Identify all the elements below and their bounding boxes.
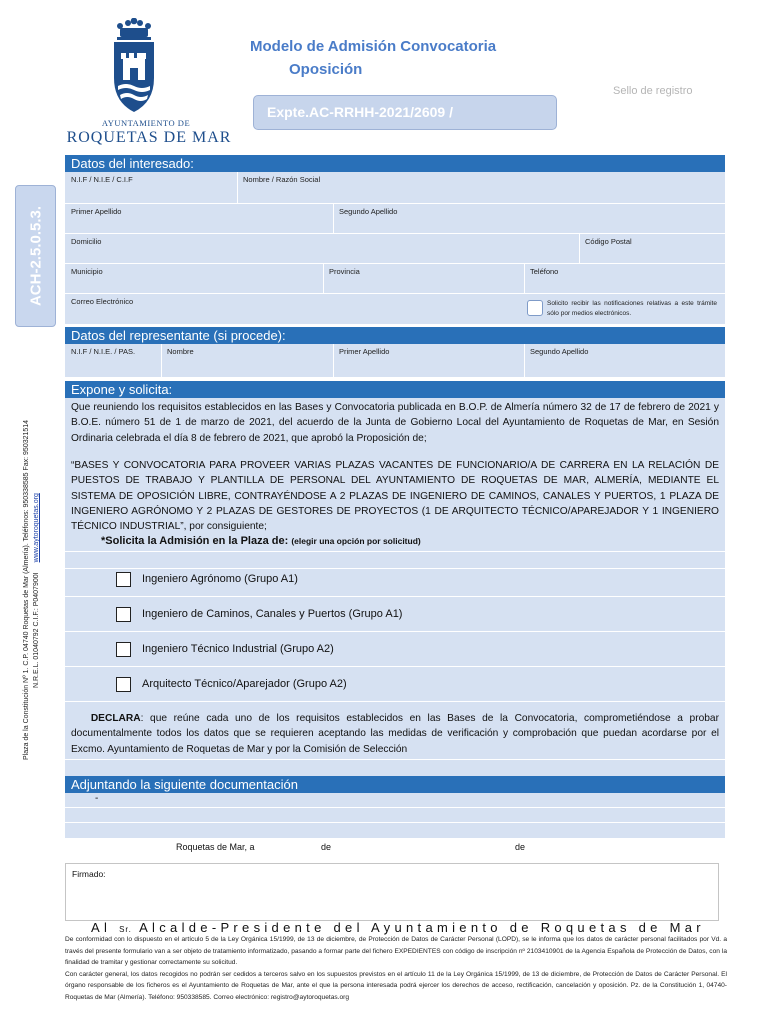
interesado-row-4 <box>65 264 725 294</box>
interesado-row-3 <box>65 234 725 264</box>
nombre-label: Nombre / Razón Social <box>243 175 321 184</box>
cp-label: Código Postal <box>585 237 632 246</box>
logo-text-line1: AYUNTAMIENTO DE <box>101 118 191 128</box>
expone-body <box>65 398 725 778</box>
side-ids-text: N.R.E.L. 01040792 C.I.F.: P0407900I <box>33 572 40 688</box>
section-heading-expone: Expone y solicita: <box>65 381 725 398</box>
date-de-1: de <box>321 842 332 852</box>
solicita-note: (elegir una opción por solicitud) <box>291 536 421 546</box>
adjuntando-body[interactable] <box>65 793 725 838</box>
coat-of-arms-icon <box>108 18 160 116</box>
expone-paragraph-2: “BASES Y CONVOCATORIA PARA PROVEER VARIAS PLAZAS VACANTES DE FUNCIONARIO/A DE CARRERA EN LA RELACIÓN DE PUESTOS DE TRABAJO Y PLANTILLA DE PERSONAL DEL AYUNTAMIENTO DE ROQUETAS DE MAR, ALMERÍA, MEDIANTE EL SISTEMA DE OPOSICIÓN LIBRE, CONTRAYÉNDOSE A 2 PLAZAS DE INGENIERO DE CAMINOS, CANALES Y PUERTOS, 1 PLAZA DE INGENIERO AGRÓNOMO Y 2 PLAZAS DE GESTORES DE PROYECTOS (1 DE ARQUITECTO TÉCNICO/APAREJADOR Y 1 INGENIERO TÉCNICO INDUSTRIAL”, por consiguiente; <box>71 460 719 533</box>
provincia-label: Provincia <box>329 267 360 276</box>
rep-apellido1-label: Primer Apellido <box>339 347 390 356</box>
declara-text: : que reúne cada uno de los requisitos establecidos en las Bases de la Convocatoria, comprometiéndose a probar documentalmente todos los datos que se requieren aceptando las medidas de verificación y comprobación que puedan acordarse por el Excmo. Ayuntamiento de Roquetas de Mar y por la Comisión de Selección <box>71 713 719 755</box>
legal-notice <box>65 934 727 1003</box>
notificaciones-checkbox[interactable] <box>527 300 543 316</box>
interesado-row-1 <box>65 172 725 204</box>
interesado-row-5 <box>65 294 725 325</box>
rep-nif-label: N.I.F / N.I.E. / PAS. <box>71 347 136 356</box>
document-code-box <box>15 185 56 327</box>
declara-paragraph <box>71 711 719 757</box>
nif-label: N.I.F / N.I.E / C.I.F <box>71 175 133 184</box>
expediente-field[interactable]: Expte.AC-RRHH-2021/2609 / <box>253 95 557 130</box>
website-link[interactable]: www.aytoroquetas.org <box>33 493 40 563</box>
telefono-label: Teléfono <box>530 267 559 276</box>
option-label: Ingeniero Técnico Industrial (Grupo A2) <box>142 643 334 655</box>
place-label: Roquetas de Mar, a <box>176 842 255 852</box>
option-checkbox[interactable] <box>116 607 131 622</box>
section-heading-adjuntando: Adjuntando la siguiente documentación <box>65 776 725 793</box>
option-checkbox[interactable] <box>116 677 131 692</box>
solicita-heading <box>101 535 421 547</box>
registry-stamp-label: Sello de registro <box>613 85 693 97</box>
section-heading-interesado: Datos del interesado: <box>65 155 725 172</box>
option-checkbox[interactable] <box>116 642 131 657</box>
municipio-label: Municipio <box>71 267 103 276</box>
addressee-al: Al <box>91 920 112 935</box>
firmado-label: Firmado: <box>72 869 106 879</box>
apellido1-label: Primer Apellido <box>71 207 122 216</box>
rep-apellido2-label: Segundo Apellido <box>530 347 589 356</box>
addressee-text: Alcalde-Presidente del Ayuntamiento de Roquetas de Mar <box>139 920 705 935</box>
declara-label: DECLARA <box>90 713 141 724</box>
domicilio-label: Domicilio <box>71 237 102 246</box>
document-list-item: - <box>95 793 99 804</box>
option-label: Arquitecto Técnico/Aparejador (Grupo A2) <box>142 678 347 690</box>
correo-label: Correo Electrónico <box>71 297 134 306</box>
interesado-row-2 <box>65 204 725 234</box>
logo-text-line2: ROQUETAS DE MAR <box>66 129 232 146</box>
form-title-line1: Modelo de Admisión Convocatoria <box>250 38 497 55</box>
option-label: Ingeniero Agrónomo (Grupo A1) <box>142 573 298 585</box>
side-ids <box>33 493 40 688</box>
legal-paragraph-2: Con carácter general, los datos recogidos no podrán ser cedidos a terceros salvo en los supuestos previstos en el artículo 11 de la Ley Orgánica 15/1999, de 13 de diciembre, de Protección de Datos de Carácter Personal. El órgano responsable de los ficheros es el Ayuntamiento de Roquetas de Mar, ante el que la persona interesada podrá ejercer los derechos de acceso, rectificación, cancelación y oposición. Pz. de la Constitución 1, 04740-Roquetas de Mar (Almería). Teléfono: 950338585. Correo electrónico: registro@aytoroquetas.org <box>65 970 727 1001</box>
addressee-sr: Sr. <box>119 925 132 934</box>
signature-box[interactable] <box>65 863 719 921</box>
option-label: Ingeniero de Caminos, Canales y Puertos (Grupo A1) <box>142 608 403 620</box>
expone-paragraph-1: Que reuniendo los requisitos establecidos en las Bases y Convocatoria publicada en B.O.P. de Almería número 32 de 17 de febrero de 2021 y B.O.E. número 51 de 1 de marzo de 2021, del acuerdo de la Junta de Gobierno Local del Ayuntamiento de Roquetas de Mar, en Sesión Ordinaria celebrada el día 8 de febrero de 2021, que aprobó la Proposición de; <box>71 402 719 444</box>
solicita-text: *Solicita la Admisión en la Plaza de: <box>101 535 289 547</box>
apellido2-label: Segundo Apellido <box>339 207 398 216</box>
document-code: ACH-2.5.0.5.3. <box>27 205 44 307</box>
legal-paragraph-1: De conformidad con lo dispuesto en el artículo 5 de la Ley Orgánica 15/1999, de 13 de diciembre, de Protección de Datos de Carácter Personal (LOPD), se le informa que los datos de carácter personal facilitados por Vd. a través del presente formulario van a ser objeto de tratamiento informatizado, pasando a formar parte del fichero EXPEDIENTES con código de inscripción nº 2103410901 de la Agencia Española de Protección de Datos, con la finalidad de tramitar y gestionar correctamente su solicitud. <box>65 936 727 966</box>
date-de-2: de <box>515 842 526 852</box>
municipal-logo <box>60 18 235 148</box>
option-checkbox[interactable] <box>116 572 131 587</box>
section-heading-representante: Datos del representante (si procede): <box>65 327 725 344</box>
notificaciones-label: Solicito recibir las notificaciones relativas a este trámite sólo por medios electrónicos. <box>547 300 717 317</box>
addressee-line <box>91 920 705 935</box>
form-title-line2: Oposición <box>289 61 363 78</box>
side-address: Plaza de la Constitución Nº 1. C.P. 04740 Roquetas de Mar (Almería). Teléfonos: 950338585 Fax: 950321514 <box>23 419 30 760</box>
rep-nombre-label: Nombre <box>167 347 194 356</box>
representante-row <box>65 344 725 378</box>
